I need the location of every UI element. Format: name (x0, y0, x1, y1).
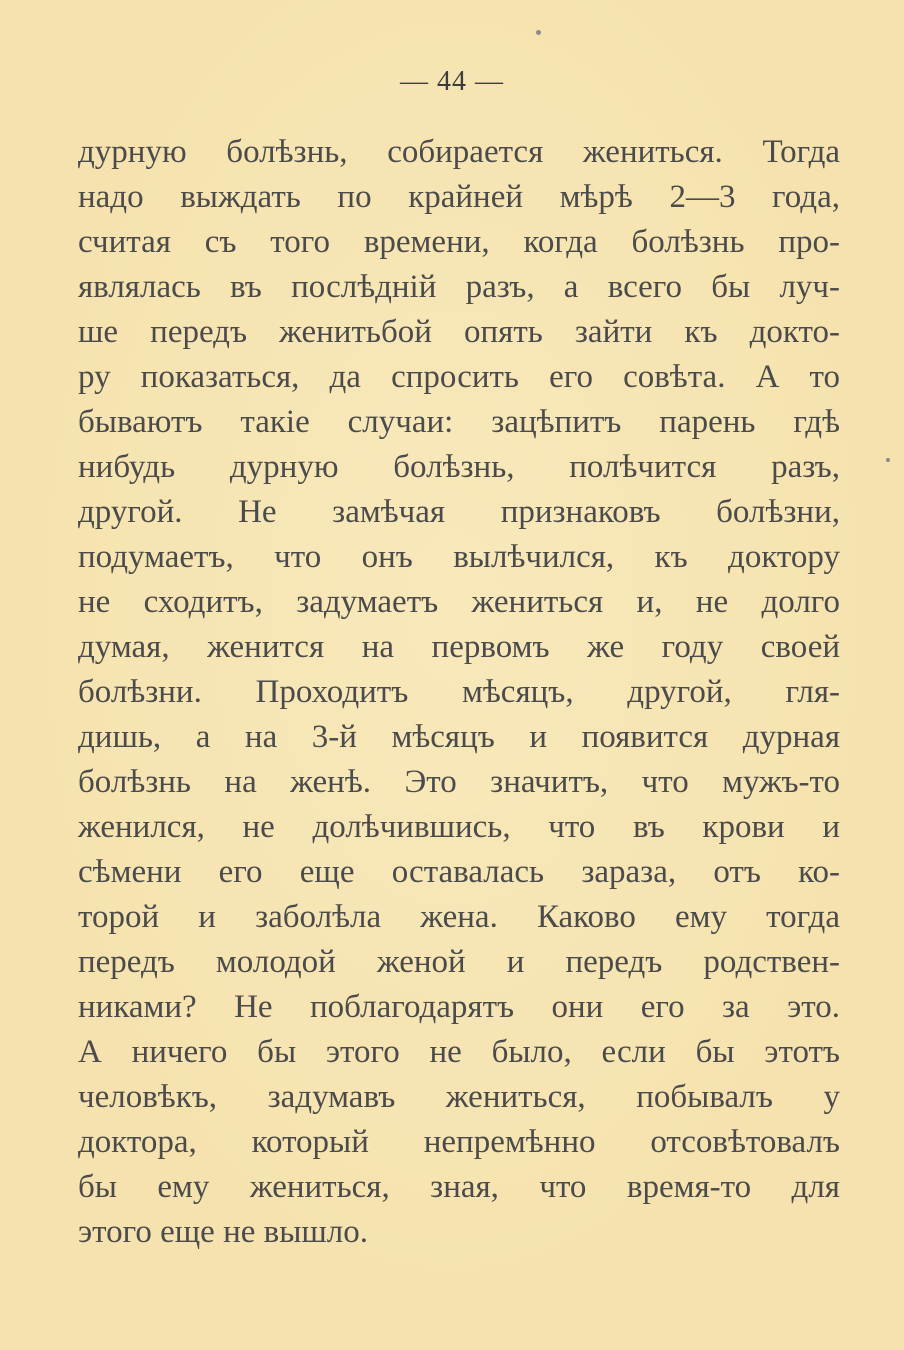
text-line: болѣзнь на женѣ. Это значитъ, что мужъ-то (78, 764, 840, 800)
ink-speck (536, 30, 541, 35)
text-line: А ничего бы этого не было, если бы этотъ (78, 1034, 840, 1070)
text-line: нибудь дурную болѣзнь, полѣчится разъ, (78, 449, 840, 485)
page-number: — 44 — (400, 66, 504, 97)
text-line: надо выждать по крайней мѣрѣ 2—3 года, (78, 179, 840, 215)
text-line: являлась въ послѣдній разъ, а всего бы луч- (78, 269, 840, 305)
text-line: бываютъ такіе случаи: зацѣпитъ парень гдѣ (78, 404, 840, 440)
text-line: думая, женится на первомъ же году своей (78, 629, 840, 665)
text-line: подумаетъ, что онъ вылѣчился, къ доктору (78, 539, 840, 575)
text-line: сѣмени его еще оставалась зараза, отъ ко- (78, 854, 840, 890)
text-line: дишь, а на 3-й мѣсяцъ и появится дурная (78, 719, 840, 755)
text-line: ше передъ женитьбой опять зайти къ докто- (78, 314, 840, 350)
text-line: человѣкъ, задумавъ жениться, побывалъ у (78, 1079, 840, 1115)
text-line: торой и заболѣла жена. Каково ему тогда (78, 899, 840, 935)
text-line: передъ молодой женой и передъ родствен- (78, 944, 840, 980)
text-line: дурную болѣзнь, собирается жениться. Тогда (78, 134, 840, 170)
text-line: доктора, который непремѣнно отсовѣтовалъ (78, 1124, 840, 1160)
text-line: считая съ того времени, когда болѣзнь про- (78, 224, 840, 260)
ink-speck (886, 458, 890, 462)
text-line: болѣзни. Проходитъ мѣсяцъ, другой, гля- (78, 674, 840, 710)
text-line: этого еще не вышло. (78, 1214, 369, 1250)
text-line: ру показаться, да спросить его совѣта. А то (78, 359, 840, 395)
text-line: женился, не долѣчившись, что въ крови и (78, 809, 840, 845)
text-line: никами? Не поблагодарятъ они его за это. (78, 989, 840, 1025)
text-line: другой. Не замѣчая признаковъ болѣзни, (78, 494, 840, 530)
body-text (78, 130, 840, 1255)
text-line: бы ему жениться, зная, что время-то для (78, 1169, 840, 1205)
text-line: не сходитъ, задумаетъ жениться и, не долго (78, 584, 840, 620)
